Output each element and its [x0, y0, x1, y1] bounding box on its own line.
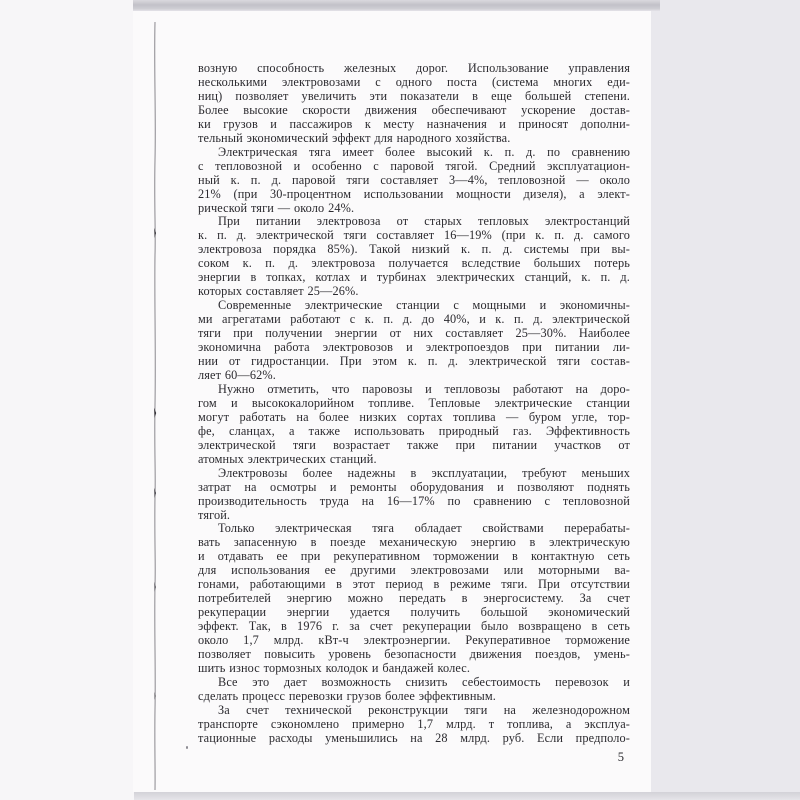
text-line: электровоза порядка 85%). Такой низкий к. п. д. системы при вы- [198, 242, 630, 257]
text-line: и отдавать ее при рекуперативном торможении в контактную сеть [198, 549, 630, 564]
text-line: фе, сланцах, а также использовать природный газ. Эффективность [198, 423, 630, 438]
text-line: атомных электрических станций. [198, 451, 377, 466]
paragraph [198, 62, 630, 146]
text-line: ми агрегатами работают с к. п. д. до 40%, и к. п. д. электрической [198, 312, 630, 327]
paragraph [198, 522, 630, 675]
text-line: потребителей энергию можно передать в энергосистему. За счет [198, 591, 630, 606]
text-line: энергии в топках, котлах и турбинах электрических станций, к. п. д. [198, 270, 630, 285]
text-line: Более высокие скорости движения обеспечивают ускорение достав- [198, 102, 630, 117]
text-line: соком к. п. д. электровоза получается вследствие больших потерь [198, 256, 630, 271]
text-line: ный к. п. д. паровой тяги составляет 3—4%, тепловозной — около [198, 172, 630, 187]
text-line: тельный экономический эффект для народного хозяйства. [198, 130, 511, 145]
text-line: Электрическая тяга имеет более высокий к. п. д. по сравнению [218, 144, 630, 159]
text-line: производительность труда на 16—17% по сравнению с тепловозной [198, 493, 630, 508]
scanner-edge-strip-top [133, 0, 660, 11]
text-line: с тепловозной и особенно с паровой тягой. Средний эксплуатацион- [198, 158, 630, 173]
text-line: тягой. [198, 507, 231, 522]
paragraph [198, 704, 630, 746]
text-line: тационные расходы уменьшились на 28 млрд. руб. Если предполо- [198, 730, 630, 745]
text-line: Современные электрические станции с мощными и экономичны- [218, 298, 630, 313]
text-line: ляет 60—62%. [198, 367, 276, 382]
text-line: гом и высококалорийном топливе. Тепловые электрические станции [198, 395, 630, 410]
text-line: тяги при получении энергии от них составляет 25—30%. Наиболее [198, 326, 630, 341]
text-line: позволяет повысить уровень безопасности движения поездов, умень- [198, 647, 630, 662]
text-line: к. п. д. электрической тяги составляет 16—19% (при к. п. д. самого [198, 228, 630, 243]
text-line: гонами, работающими в этот период в режиме тяги. При отсутствии [198, 577, 630, 592]
text-line: Электровозы более надежны в эксплуатации, требуют меньших [218, 465, 630, 480]
text-line: транспорте сэкономлено примерно 1,7 млрд. т топлива, а эксплуа- [198, 716, 630, 731]
scan-speck [186, 746, 188, 749]
text-line: шить износ тормозных колодок и бандажей колес. [198, 660, 471, 675]
text-line: При питании электровоза от старых тепловых электростанций [218, 214, 630, 229]
text-line: За счет технической реконструкции тяги на железнодорожном [218, 702, 630, 717]
text-line: вать запасенную в поезде механическую энергию в электрическую [198, 535, 630, 550]
paragraph [198, 299, 630, 383]
paragraph [198, 146, 630, 216]
text-line: Только электрическая тяга обладает свойствами перерабаты- [218, 521, 630, 536]
text-line: для использования ее другими электровозами или моторными ва- [198, 563, 630, 578]
text-line: эффект. Так, в 1976 г. за счет рекуперации было возвращено в сеть [198, 619, 630, 634]
text-line: которых составляет 25—26%. [198, 284, 359, 299]
text-line: рекуперации энергии удается получить большой экономический [198, 605, 630, 620]
text-line: несколькими электровозами с одного поста (система многих еди- [198, 74, 630, 89]
page-number: 5 [617, 750, 624, 764]
text-line: около 1,7 млрд. кВт-ч электроэнергии. Рекуперативное торможение [198, 633, 630, 648]
text-line: сделать процесс перевозки грузов более эффективным. [198, 688, 497, 703]
paragraph [198, 676, 630, 704]
text-line: 21% (при 30-процентном использовании мощности дизеля), а элект- [198, 186, 630, 201]
paragraph [198, 383, 630, 467]
paragraph [198, 215, 630, 299]
text-line: Нужно отметить, что паровозы и тепловозы работают на доро- [218, 381, 630, 396]
text-line: нии от гидростанции. При этом к. п. д. электрической тяги состав- [198, 354, 630, 369]
text-line: ниц) позволяет увеличить эти показатели в еще большей степени. [198, 88, 630, 103]
text-block [198, 62, 630, 746]
text-line: экономична работа электровозов и электропоездов при питании ли- [198, 340, 630, 355]
text-line: Все это дает возможность снизить себестоимость перевозок и [218, 674, 630, 689]
text-line: затрат на осмотры и ремонты оборудования и позволяют поднять [198, 479, 630, 494]
scanner-edge-strip-bottom [134, 792, 800, 800]
text-line: ки грузов и пассажиров к месту назначения и приносят дополни- [198, 116, 630, 131]
text-line: рической тяги — около 24%. [198, 200, 355, 215]
text-line: могут работать на более низких сортах топлива — буром угле, тор- [198, 409, 630, 424]
scanner-background-right [651, 0, 800, 800]
text-line: электрической тяги возрастает также при питании участков от [198, 437, 630, 452]
text-line: возную способность железных дорог. Использование управления [198, 61, 630, 75]
paragraph [198, 467, 630, 523]
